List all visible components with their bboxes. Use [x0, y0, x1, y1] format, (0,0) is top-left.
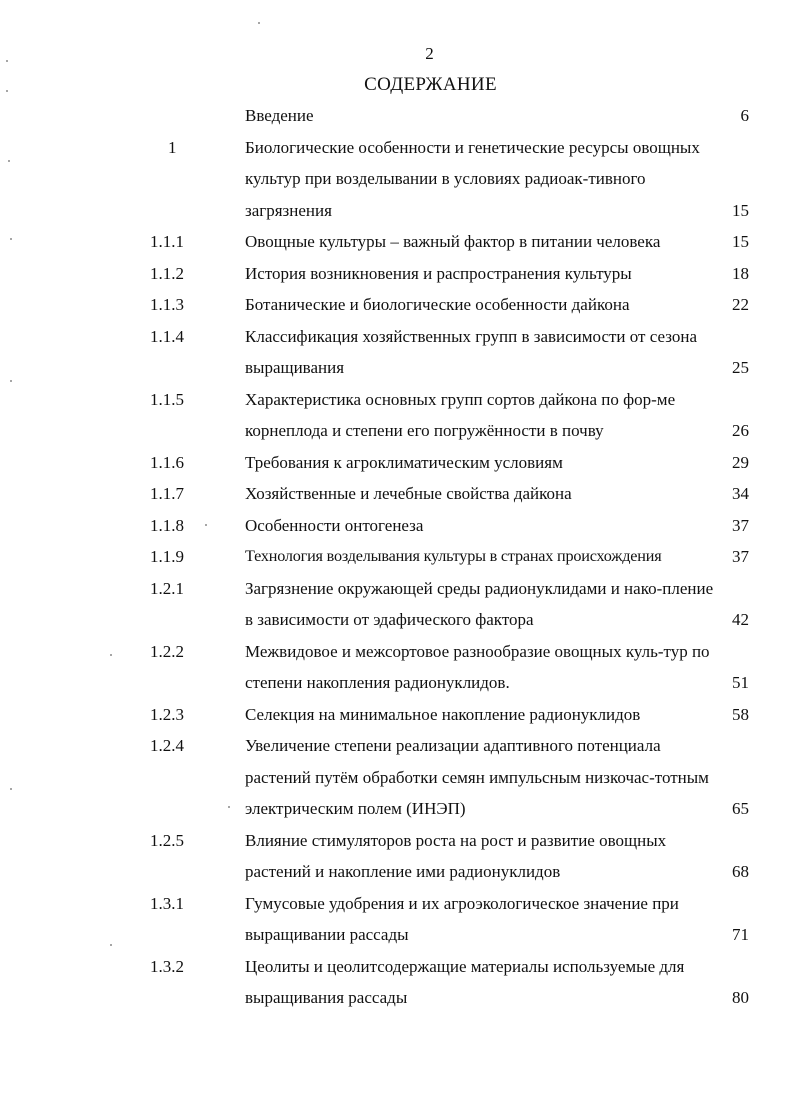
toc-entry-number: 1.1.9	[150, 547, 184, 566]
toc-entry-page: 34	[732, 484, 749, 503]
toc-entry-page: 18	[732, 263, 749, 283]
toc-entry-page: 15	[732, 200, 749, 220]
toc-entry-number: 1.1.6	[150, 452, 184, 472]
scan-speck	[258, 22, 260, 24]
page-title: СОДЕРЖАНИЕ	[364, 74, 497, 95]
toc-entry	[0, 541, 793, 573]
toc-entry-number: 1.1.2	[150, 263, 184, 283]
toc-entry-title: Овощные культуры – важный фактор в питании человека	[245, 232, 661, 251]
toc-entry-title: Цеолиты и цеолитсодержащие материалы используемые для выращивания рассады	[245, 956, 685, 1007]
toc-entry	[0, 573, 793, 636]
toc-entry-number: 1.1.1	[150, 232, 184, 251]
toc-entry-page: 68	[732, 862, 749, 881]
toc-entry	[0, 699, 793, 731]
toc-entry-title: Селекция на минимальное накопление радионуклидов	[245, 704, 641, 724]
toc-entry-title: Межвидовое и межсортовое разнообразие овощных куль-тур по степени накопления радионуклидов.	[245, 641, 710, 692]
toc-entry-number: 1.1.4	[150, 326, 184, 346]
toc-entry-title: Требования к агроклиматическим условиям	[245, 452, 563, 472]
toc-entry-page: 71	[732, 925, 749, 944]
toc-entry-page: 42	[732, 610, 749, 629]
toc-entry	[0, 384, 793, 447]
toc-entry-page: 6	[740, 106, 749, 125]
toc-entry-title: Технология возделывания культуры в странах происхождения	[245, 547, 662, 565]
toc-entry-title: Классификация хозяйственных групп в зависимости от сезона выращивания	[245, 326, 698, 377]
toc-entry	[0, 258, 793, 290]
toc-entry-title: Хозяйственные и лечебные свойства дайкона	[245, 484, 572, 503]
toc-entry-number: 1.1.3	[150, 295, 184, 314]
toc-entry-title: Особенности онтогенеза	[245, 515, 424, 535]
toc-entry-number: 1.1.7	[150, 484, 184, 503]
toc-entry	[0, 447, 793, 479]
toc-entry-page: 58	[732, 704, 749, 724]
toc-entry-number: 1.3.2	[150, 956, 184, 976]
toc-entry-number: 1.2.1	[150, 578, 184, 598]
toc-entry-page: 22	[732, 295, 749, 314]
toc-entry-number: 1	[168, 137, 177, 157]
toc-entry-number: 1.2.3	[150, 704, 184, 724]
toc-entry-page: 37	[732, 547, 749, 566]
toc-entry-page: 51	[732, 673, 749, 692]
toc-entry-page: 25	[732, 358, 749, 377]
toc-entry-title: Влияние стимуляторов роста на рост и развитие овощных растений и накопление ими радионуклидов	[245, 830, 667, 881]
toc-entry-number: 1.2.4	[150, 736, 184, 755]
toc-entry	[0, 478, 793, 510]
toc-entry-page: 15	[732, 232, 749, 251]
toc-entry-number: 1.1.8	[150, 515, 184, 535]
toc-entry	[0, 636, 793, 699]
toc-entry-page: 37	[732, 515, 749, 535]
toc-entry-title: Характеристика основных групп сортов дайкона по фор-ме корнеплода и степени его погружённости в почву	[245, 389, 676, 440]
toc-entry-title: Биологические особенности и генетические ресурсы овощных культур при возделывании в условиях радиоак-тивного загрязнения	[245, 137, 700, 220]
toc-entry	[0, 951, 793, 1014]
toc-entry	[0, 730, 793, 825]
toc-entry-title: Введение	[245, 106, 314, 125]
toc-entry-page: 26	[732, 421, 749, 440]
toc-entry-title: Ботанические и биологические особенности дайкона	[245, 295, 630, 314]
toc-entry-chapter-1	[0, 132, 793, 227]
toc-entry	[0, 226, 793, 258]
toc-entry	[0, 888, 793, 951]
toc-entry-title: Гумусовые удобрения и их агроэкологическое значение при выращивании рассады	[245, 893, 679, 944]
table-of-contents	[0, 100, 793, 1014]
toc-entry	[0, 289, 793, 321]
toc-entry-number: 1.1.5	[150, 389, 184, 409]
toc-entry-title: История возникновения и распространения культуры	[245, 263, 632, 283]
toc-entry-number: 1.2.5	[150, 830, 184, 850]
toc-entry-page: 65	[732, 799, 749, 818]
toc-entry	[0, 510, 793, 542]
page-number: 2	[425, 44, 434, 63]
toc-entry-page: 29	[732, 452, 749, 472]
toc-entry-title: Увеличение степени реализации адаптивного потенциала растений путём обработки семян импульсным низкочас-тотным электрическим полем (ИНЭП)	[245, 736, 709, 818]
toc-entry-page: 80	[732, 988, 749, 1007]
toc-entry-introduction	[0, 100, 793, 132]
toc-entry-number: 1.2.2	[150, 641, 184, 661]
toc-entry-number: 1.3.1	[150, 893, 184, 913]
toc-entry	[0, 321, 793, 384]
toc-entry-title: Загрязнение окружающей среды радионуклидами и нако-пление в зависимости от эдафического фактора	[245, 578, 714, 629]
toc-entry	[0, 825, 793, 888]
